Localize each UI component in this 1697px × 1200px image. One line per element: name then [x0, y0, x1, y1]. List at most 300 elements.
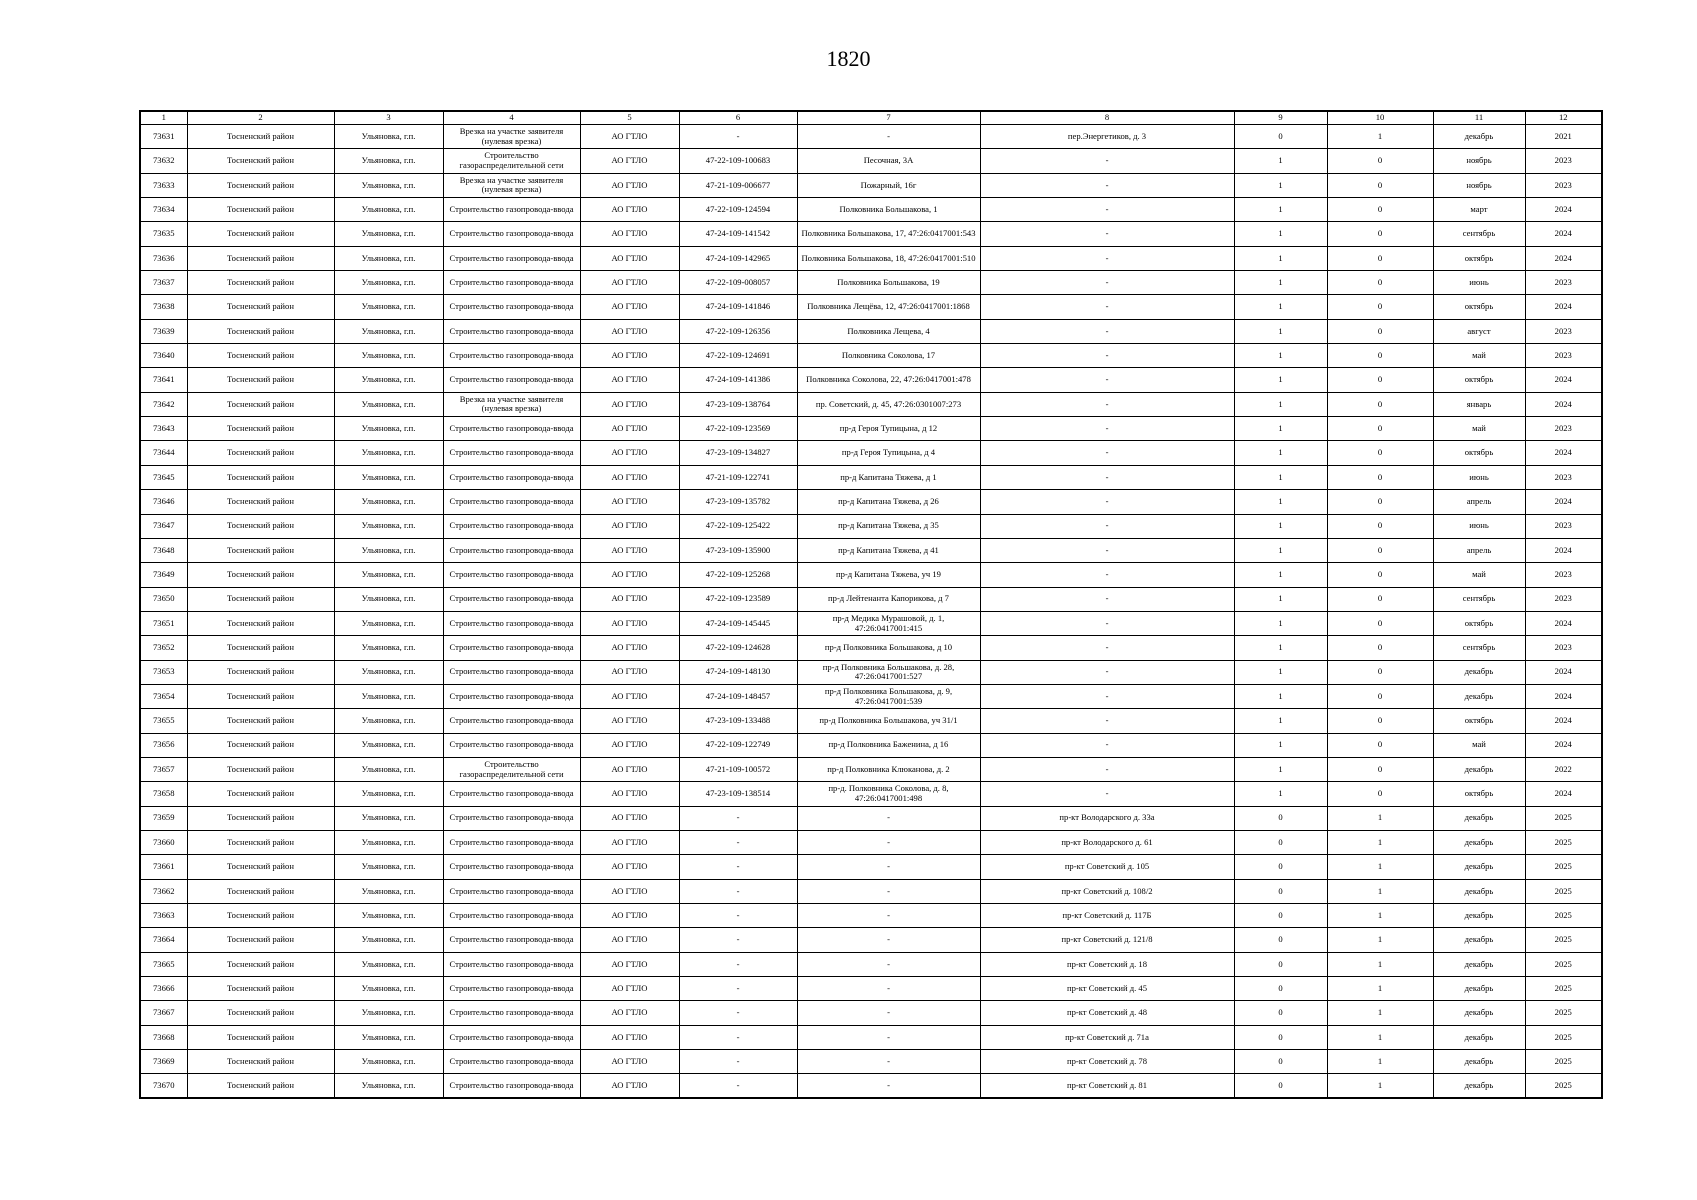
cell-count-b: 1	[1327, 1001, 1433, 1025]
cell-application-number: 47-22-109-123569	[679, 417, 797, 441]
cell-row-number: 73651	[140, 611, 187, 635]
cell-count-a: 0	[1234, 125, 1327, 149]
cell-work-type: Строительство газопровода-ввода	[443, 368, 580, 392]
cell-count-a: 1	[1234, 538, 1327, 562]
cell-count-a: 0	[1234, 977, 1327, 1001]
cell-application-number: -	[679, 830, 797, 854]
cell-month: декабрь	[1433, 904, 1525, 928]
cell-address: пр-д Полковника Баженина, д 16	[797, 733, 980, 757]
cell-district: Тосненский район	[187, 757, 334, 781]
cell-year: 2023	[1525, 319, 1602, 343]
cell-organization: АО ГТЛО	[580, 733, 679, 757]
cell-organization: АО ГТЛО	[580, 782, 679, 806]
column-header: 3	[334, 111, 443, 125]
cell-address: Полковника Лещёва, 12, 47:26:0417001:1868	[797, 295, 980, 319]
cell-settlement: Ульяновка, г.п.	[334, 733, 443, 757]
cell-district: Тосненский район	[187, 1074, 334, 1098]
cell-district: Тосненский район	[187, 563, 334, 587]
cell-row-number: 73635	[140, 222, 187, 246]
cell-month: октябрь	[1433, 611, 1525, 635]
cell-organization: АО ГТЛО	[580, 319, 679, 343]
cell-planned-address: пр-кт Советский д. 71а	[980, 1025, 1234, 1049]
cell-organization: АО ГТЛО	[580, 441, 679, 465]
cell-row-number: 73649	[140, 563, 187, 587]
cell-application-number: -	[679, 952, 797, 976]
cell-planned-address: -	[980, 441, 1234, 465]
cell-settlement: Ульяновка, г.п.	[334, 344, 443, 368]
cell-year: 2023	[1525, 417, 1602, 441]
cell-count-a: 1	[1234, 636, 1327, 660]
cell-count-b: 1	[1327, 806, 1433, 830]
cell-month: декабрь	[1433, 684, 1525, 708]
table-row	[140, 246, 1602, 270]
cell-count-a: 1	[1234, 684, 1327, 708]
cell-row-number: 73659	[140, 806, 187, 830]
cell-work-type: Строительство газопровода-ввода	[443, 806, 580, 830]
cell-row-number: 73662	[140, 879, 187, 903]
cell-organization: АО ГТЛО	[580, 1025, 679, 1049]
cell-organization: АО ГТЛО	[580, 879, 679, 903]
cell-year: 2024	[1525, 222, 1602, 246]
cell-year: 2024	[1525, 198, 1602, 222]
cell-district: Тосненский район	[187, 709, 334, 733]
cell-organization: АО ГТЛО	[580, 417, 679, 441]
cell-application-number: 47-23-109-135782	[679, 490, 797, 514]
column-header: 10	[1327, 111, 1433, 125]
cell-month: декабрь	[1433, 855, 1525, 879]
cell-row-number: 73643	[140, 417, 187, 441]
cell-settlement: Ульяновка, г.п.	[334, 490, 443, 514]
cell-work-type: Строительство газопровода-ввода	[443, 587, 580, 611]
cell-count-a: 1	[1234, 392, 1327, 416]
cell-count-b: 0	[1327, 319, 1433, 343]
cell-organization: АО ГТЛО	[580, 952, 679, 976]
cell-row-number: 73661	[140, 855, 187, 879]
cell-row-number: 73631	[140, 125, 187, 149]
table-row	[140, 392, 1602, 416]
cell-work-type: Строительство газопровода-ввода	[443, 490, 580, 514]
cell-address: -	[797, 904, 980, 928]
cell-year: 2024	[1525, 709, 1602, 733]
table-row	[140, 563, 1602, 587]
table-row	[140, 952, 1602, 976]
cell-district: Тосненский район	[187, 587, 334, 611]
cell-application-number: -	[679, 1074, 797, 1098]
cell-district: Тосненский район	[187, 344, 334, 368]
cell-planned-address: -	[980, 319, 1234, 343]
cell-district: Тосненский район	[187, 782, 334, 806]
cell-application-number: 47-24-109-142965	[679, 246, 797, 270]
cell-planned-address: -	[980, 271, 1234, 295]
cell-month: декабрь	[1433, 879, 1525, 903]
cell-month: октябрь	[1433, 246, 1525, 270]
cell-row-number: 73660	[140, 830, 187, 854]
cell-settlement: Ульяновка, г.п.	[334, 1074, 443, 1098]
cell-application-number: 47-23-109-138764	[679, 392, 797, 416]
table-row	[140, 928, 1602, 952]
cell-row-number: 73637	[140, 271, 187, 295]
cell-year: 2023	[1525, 587, 1602, 611]
cell-count-a: 1	[1234, 222, 1327, 246]
cell-work-type: Строительство газопровода-ввода	[443, 465, 580, 489]
cell-organization: АО ГТЛО	[580, 977, 679, 1001]
cell-address: пр-д Медика Мурашовой, д. 1, 47:26:0417001:415	[797, 611, 980, 635]
cell-organization: АО ГТЛО	[580, 368, 679, 392]
cell-district: Тосненский район	[187, 1001, 334, 1025]
cell-district: Тосненский район	[187, 125, 334, 149]
cell-count-b: 0	[1327, 392, 1433, 416]
cell-organization: АО ГТЛО	[580, 222, 679, 246]
cell-district: Тосненский район	[187, 1025, 334, 1049]
cell-organization: АО ГТЛО	[580, 830, 679, 854]
cell-row-number: 73642	[140, 392, 187, 416]
cell-planned-address: -	[980, 538, 1234, 562]
cell-year: 2025	[1525, 855, 1602, 879]
table-row	[140, 368, 1602, 392]
column-header: 8	[980, 111, 1234, 125]
cell-settlement: Ульяновка, г.п.	[334, 271, 443, 295]
cell-organization: АО ГТЛО	[580, 757, 679, 781]
cell-application-number: 47-22-109-125422	[679, 514, 797, 538]
cell-count-a: 0	[1234, 904, 1327, 928]
cell-application-number: 47-23-109-133488	[679, 709, 797, 733]
cell-count-a: 1	[1234, 368, 1327, 392]
cell-district: Тосненский район	[187, 417, 334, 441]
cell-year: 2023	[1525, 465, 1602, 489]
column-header: 12	[1525, 111, 1602, 125]
cell-planned-address: -	[980, 709, 1234, 733]
page-number: 1820	[826, 46, 871, 71]
cell-work-type: Строительство газопровода-ввода	[443, 855, 580, 879]
cell-settlement: Ульяновка, г.п.	[334, 295, 443, 319]
cell-count-a: 0	[1234, 1001, 1327, 1025]
cell-address: Пожарный, 16г	[797, 173, 980, 197]
cell-year: 2024	[1525, 782, 1602, 806]
column-header: 9	[1234, 111, 1327, 125]
cell-application-number: 47-22-109-008057	[679, 271, 797, 295]
table-row	[140, 441, 1602, 465]
cell-address: пр-д. Полковника Соколова, д. 8, 47:26:0417001:498	[797, 782, 980, 806]
cell-month: декабрь	[1433, 1001, 1525, 1025]
cell-planned-address: пр-кт Советский д. 78	[980, 1050, 1234, 1074]
cell-organization: АО ГТЛО	[580, 1050, 679, 1074]
cell-application-number: 47-22-109-100683	[679, 149, 797, 173]
table-row	[140, 1001, 1602, 1025]
cell-month: август	[1433, 319, 1525, 343]
cell-year: 2024	[1525, 295, 1602, 319]
cell-organization: АО ГТЛО	[580, 1074, 679, 1098]
cell-address: -	[797, 879, 980, 903]
column-header: 5	[580, 111, 679, 125]
cell-work-type: Врезка на участке заявителя (нулевая врезка)	[443, 392, 580, 416]
cell-settlement: Ульяновка, г.п.	[334, 684, 443, 708]
column-header: 6	[679, 111, 797, 125]
cell-work-type: Строительство газопровода-ввода	[443, 1050, 580, 1074]
cell-work-type: Строительство газопровода-ввода	[443, 977, 580, 1001]
cell-settlement: Ульяновка, г.п.	[334, 441, 443, 465]
cell-planned-address: -	[980, 490, 1234, 514]
cell-district: Тосненский район	[187, 490, 334, 514]
cell-address: -	[797, 806, 980, 830]
cell-organization: АО ГТЛО	[580, 173, 679, 197]
cell-settlement: Ульяновка, г.п.	[334, 660, 443, 684]
cell-settlement: Ульяновка, г.п.	[334, 319, 443, 343]
table-row	[140, 1025, 1602, 1049]
cell-planned-address: пр-кт Советский д. 105	[980, 855, 1234, 879]
cell-planned-address: -	[980, 611, 1234, 635]
cell-address: пр-д Полковника Большакова, д 10	[797, 636, 980, 660]
table-row	[140, 125, 1602, 149]
cell-settlement: Ульяновка, г.п.	[334, 587, 443, 611]
table-row	[140, 904, 1602, 928]
cell-planned-address: -	[980, 344, 1234, 368]
cell-planned-address: -	[980, 246, 1234, 270]
cell-district: Тосненский район	[187, 149, 334, 173]
cell-count-a: 0	[1234, 952, 1327, 976]
cell-planned-address: -	[980, 392, 1234, 416]
register-table	[139, 110, 1603, 1099]
cell-row-number: 73641	[140, 368, 187, 392]
cell-work-type: Строительство газопровода-ввода	[443, 1001, 580, 1025]
cell-planned-address: пр-кт Советский д. 48	[980, 1001, 1234, 1025]
cell-application-number: -	[679, 904, 797, 928]
cell-month: декабрь	[1433, 125, 1525, 149]
cell-district: Тосненский район	[187, 222, 334, 246]
cell-row-number: 73666	[140, 977, 187, 1001]
cell-year: 2024	[1525, 246, 1602, 270]
cell-count-b: 0	[1327, 782, 1433, 806]
cell-month: ноябрь	[1433, 149, 1525, 173]
cell-count-a: 1	[1234, 782, 1327, 806]
cell-organization: АО ГТЛО	[580, 636, 679, 660]
cell-district: Тосненский район	[187, 952, 334, 976]
cell-work-type: Строительство газораспределительной сети	[443, 757, 580, 781]
cell-work-type: Строительство газопровода-ввода	[443, 319, 580, 343]
cell-row-number: 73652	[140, 636, 187, 660]
cell-settlement: Ульяновка, г.п.	[334, 538, 443, 562]
cell-planned-address: -	[980, 222, 1234, 246]
cell-count-b: 0	[1327, 173, 1433, 197]
cell-organization: АО ГТЛО	[580, 709, 679, 733]
cell-settlement: Ульяновка, г.п.	[334, 1050, 443, 1074]
cell-row-number: 73632	[140, 149, 187, 173]
cell-settlement: Ульяновка, г.п.	[334, 1001, 443, 1025]
cell-work-type: Строительство газопровода-ввода	[443, 198, 580, 222]
cell-application-number: 47-23-109-134827	[679, 441, 797, 465]
cell-district: Тосненский район	[187, 806, 334, 830]
cell-settlement: Ульяновка, г.п.	[334, 782, 443, 806]
cell-address: Полковника Большакова, 17, 47:26:0417001:543	[797, 222, 980, 246]
cell-row-number: 73653	[140, 660, 187, 684]
cell-planned-address: -	[980, 757, 1234, 781]
cell-year: 2021	[1525, 125, 1602, 149]
cell-work-type: Строительство газопровода-ввода	[443, 1025, 580, 1049]
cell-organization: АО ГТЛО	[580, 611, 679, 635]
cell-application-number: -	[679, 125, 797, 149]
cell-month: сентябрь	[1433, 587, 1525, 611]
cell-planned-address: пр-кт Советский д. 108/2	[980, 879, 1234, 903]
cell-organization: АО ГТЛО	[580, 928, 679, 952]
table-row	[140, 417, 1602, 441]
cell-work-type: Строительство газопровода-ввода	[443, 684, 580, 708]
cell-month: декабрь	[1433, 977, 1525, 1001]
cell-organization: АО ГТЛО	[580, 806, 679, 830]
cell-application-number: -	[679, 806, 797, 830]
cell-work-type: Строительство газопровода-ввода	[443, 417, 580, 441]
column-header: 4	[443, 111, 580, 125]
cell-district: Тосненский район	[187, 977, 334, 1001]
cell-row-number: 73655	[140, 709, 187, 733]
table-row	[140, 660, 1602, 684]
table-row	[140, 149, 1602, 173]
cell-count-a: 1	[1234, 441, 1327, 465]
cell-month: май	[1433, 733, 1525, 757]
cell-year: 2024	[1525, 611, 1602, 635]
cell-count-b: 0	[1327, 271, 1433, 295]
cell-settlement: Ульяновка, г.п.	[334, 149, 443, 173]
cell-count-b: 1	[1327, 1074, 1433, 1098]
cell-year: 2025	[1525, 1025, 1602, 1049]
cell-district: Тосненский район	[187, 904, 334, 928]
cell-count-a: 0	[1234, 1025, 1327, 1049]
cell-application-number: 47-24-109-148457	[679, 684, 797, 708]
cell-year: 2025	[1525, 952, 1602, 976]
cell-planned-address: -	[980, 514, 1234, 538]
cell-count-a: 1	[1234, 660, 1327, 684]
column-header: 7	[797, 111, 980, 125]
cell-planned-address: -	[980, 198, 1234, 222]
cell-organization: АО ГТЛО	[580, 490, 679, 514]
table-row	[140, 1050, 1602, 1074]
cell-application-number: 47-22-109-124594	[679, 198, 797, 222]
cell-address: Полковника Лещева, 4	[797, 319, 980, 343]
cell-count-b: 0	[1327, 222, 1433, 246]
cell-year: 2024	[1525, 490, 1602, 514]
cell-application-number: 47-22-109-122749	[679, 733, 797, 757]
cell-address: пр-д Капитана Тяжева, д 41	[797, 538, 980, 562]
cell-planned-address: -	[980, 733, 1234, 757]
cell-row-number: 73663	[140, 904, 187, 928]
cell-count-a: 0	[1234, 806, 1327, 830]
cell-settlement: Ульяновка, г.п.	[334, 928, 443, 952]
table-row	[140, 198, 1602, 222]
column-header: 11	[1433, 111, 1525, 125]
cell-month: декабрь	[1433, 952, 1525, 976]
cell-month: октябрь	[1433, 295, 1525, 319]
cell-organization: АО ГТЛО	[580, 1001, 679, 1025]
cell-work-type: Строительство газопровода-ввода	[443, 295, 580, 319]
cell-settlement: Ульяновка, г.п.	[334, 392, 443, 416]
cell-month: октябрь	[1433, 782, 1525, 806]
cell-count-b: 1	[1327, 952, 1433, 976]
table-row	[140, 709, 1602, 733]
cell-year: 2024	[1525, 733, 1602, 757]
cell-count-b: 1	[1327, 855, 1433, 879]
cell-count-b: 0	[1327, 636, 1433, 660]
cell-settlement: Ульяновка, г.п.	[334, 222, 443, 246]
cell-row-number: 73664	[140, 928, 187, 952]
cell-count-b: 0	[1327, 660, 1433, 684]
column-header: 1	[140, 111, 187, 125]
cell-planned-address: -	[980, 295, 1234, 319]
cell-district: Тосненский район	[187, 855, 334, 879]
cell-district: Тосненский район	[187, 173, 334, 197]
cell-district: Тосненский район	[187, 879, 334, 903]
cell-organization: АО ГТЛО	[580, 563, 679, 587]
cell-year: 2023	[1525, 271, 1602, 295]
cell-organization: АО ГТЛО	[580, 465, 679, 489]
cell-work-type: Строительство газопровода-ввода	[443, 1074, 580, 1098]
cell-application-number: -	[679, 1050, 797, 1074]
cell-address: -	[797, 1025, 980, 1049]
table-row	[140, 757, 1602, 781]
cell-district: Тосненский район	[187, 660, 334, 684]
cell-planned-address: пр-кт Советский д. 81	[980, 1074, 1234, 1098]
cell-row-number: 73636	[140, 246, 187, 270]
cell-year: 2025	[1525, 977, 1602, 1001]
cell-month: май	[1433, 344, 1525, 368]
cell-month: декабрь	[1433, 1074, 1525, 1098]
cell-settlement: Ульяновка, г.п.	[334, 198, 443, 222]
cell-work-type: Строительство газопровода-ввода	[443, 538, 580, 562]
cell-work-type: Строительство газопровода-ввода	[443, 271, 580, 295]
cell-month: декабрь	[1433, 1050, 1525, 1074]
cell-organization: АО ГТЛО	[580, 344, 679, 368]
table-row	[140, 222, 1602, 246]
cell-month: декабрь	[1433, 757, 1525, 781]
cell-count-b: 0	[1327, 417, 1433, 441]
cell-count-b: 1	[1327, 125, 1433, 149]
cell-count-a: 1	[1234, 733, 1327, 757]
cell-address: -	[797, 928, 980, 952]
cell-count-a: 1	[1234, 149, 1327, 173]
cell-row-number: 73669	[140, 1050, 187, 1074]
cell-planned-address: -	[980, 149, 1234, 173]
cell-settlement: Ульяновка, г.п.	[334, 806, 443, 830]
cell-work-type: Строительство газопровода-ввода	[443, 344, 580, 368]
cell-count-a: 1	[1234, 611, 1327, 635]
cell-district: Тосненский район	[187, 465, 334, 489]
cell-settlement: Ульяновка, г.п.	[334, 636, 443, 660]
cell-count-a: 1	[1234, 246, 1327, 270]
cell-organization: АО ГТЛО	[580, 271, 679, 295]
cell-planned-address: -	[980, 636, 1234, 660]
cell-count-b: 0	[1327, 684, 1433, 708]
cell-year: 2024	[1525, 538, 1602, 562]
cell-count-a: 1	[1234, 319, 1327, 343]
table-row	[140, 344, 1602, 368]
cell-address: -	[797, 1001, 980, 1025]
cell-count-a: 1	[1234, 344, 1327, 368]
cell-count-b: 0	[1327, 490, 1433, 514]
cell-work-type: Строительство газопровода-ввода	[443, 879, 580, 903]
table-row	[140, 636, 1602, 660]
cell-organization: АО ГТЛО	[580, 514, 679, 538]
cell-row-number: 73646	[140, 490, 187, 514]
cell-count-a: 1	[1234, 173, 1327, 197]
cell-settlement: Ульяновка, г.п.	[334, 611, 443, 635]
cell-address: -	[797, 1050, 980, 1074]
table-row	[140, 295, 1602, 319]
cell-month: март	[1433, 198, 1525, 222]
cell-row-number: 73657	[140, 757, 187, 781]
cell-row-number: 73668	[140, 1025, 187, 1049]
cell-year: 2025	[1525, 1001, 1602, 1025]
cell-address: пр-д Героя Тупицына, д 4	[797, 441, 980, 465]
cell-count-b: 0	[1327, 611, 1433, 635]
cell-application-number: 47-21-109-100572	[679, 757, 797, 781]
cell-work-type: Строительство газопровода-ввода	[443, 222, 580, 246]
